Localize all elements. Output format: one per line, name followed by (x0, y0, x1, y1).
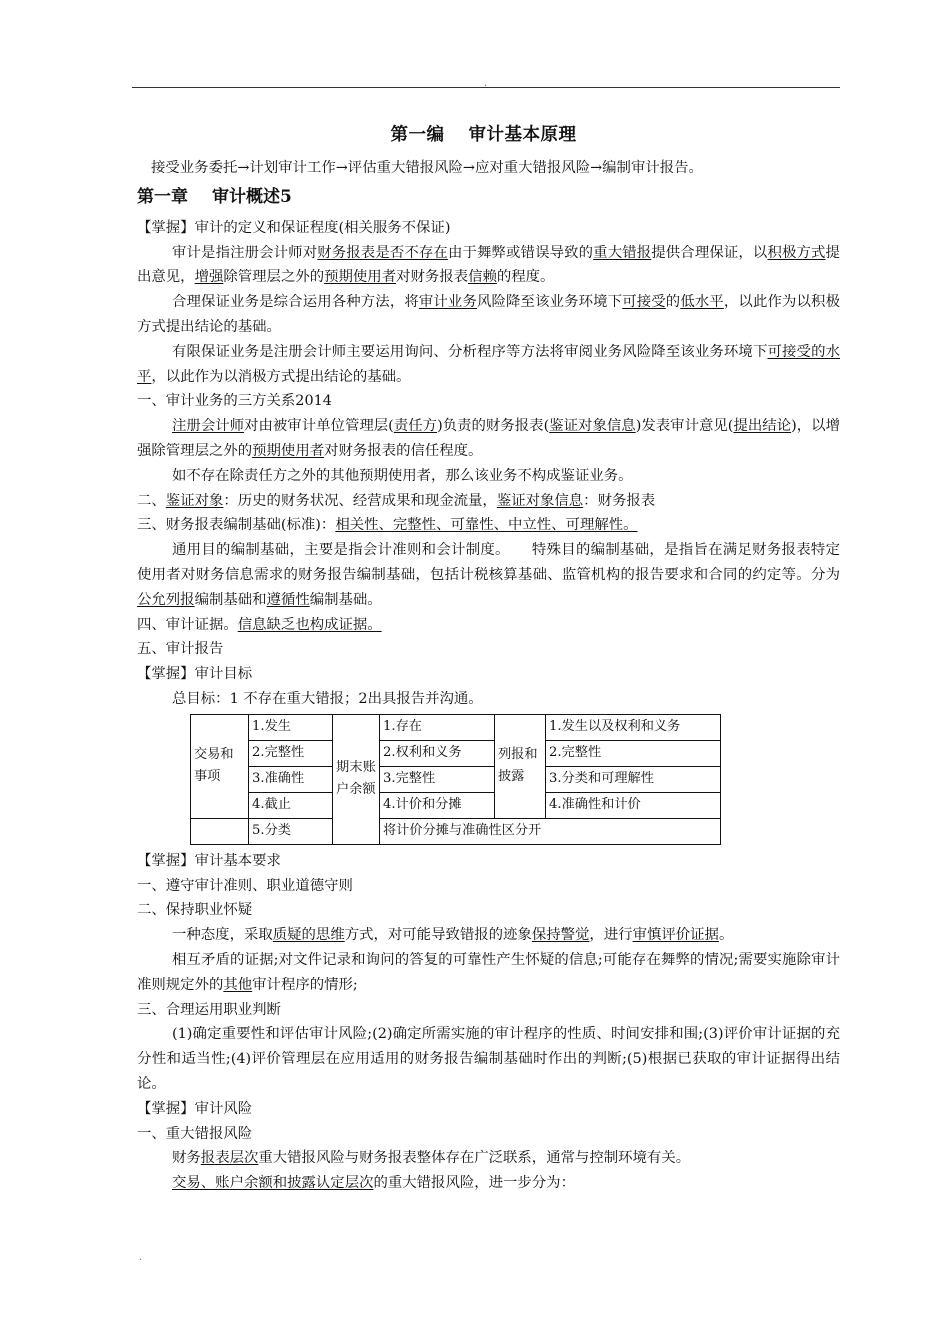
table-cell: 5.分类 (249, 818, 333, 844)
table-cell: 4.截止 (249, 792, 333, 818)
table-cell: 3.完整性 (380, 766, 495, 792)
master-heading-objectives: 【掌握】审计目标 (137, 666, 253, 683)
section-evidence: 四、审计证据。信息缺乏也构成证据。 (137, 616, 382, 633)
skepticism-text: 一种态度，采取质疑的思维方式，对可能导致错报的迹象保持警觉，进行审慎评价证据。 (172, 927, 734, 944)
master-heading-requirements: 【掌握】审计基本要求 (137, 852, 281, 869)
assertion-level-risk: 交易、账户余额和披露认定层次的重大错报风险，进一步分为： (172, 1175, 575, 1192)
no-other-users-note: 如不存在除责任方之外的其他预期使用者，那么该业务不构成鉴证业务。 (172, 467, 633, 484)
chapter-number: 第一章 (137, 186, 188, 207)
table-cell: 2.完整性 (249, 740, 333, 766)
part-title (127, 118, 840, 152)
table-cell: 4.准确性和计价 (546, 792, 721, 818)
judgment-text: (1)确定重要性和评估审计风险;(2)确定所需实施的审计程序的性质、时间安排和围;(3)评价审计证据的充分性和适当性;(4)评价管理层在应用适用的财务报告编制基础时作出的判断;(5)根据已获取的审计证据得出结论。 (137, 1026, 840, 1092)
chapter-name: 审计概述5 (212, 186, 292, 207)
table-cell: 1.发生以及权利和义务 (546, 714, 721, 740)
chapter-title (137, 180, 840, 214)
assertions-table (190, 714, 721, 845)
header-rule (132, 87, 840, 88)
part-name: 审计基本原理 (468, 125, 577, 145)
header-mark: . (484, 78, 488, 89)
table-cell: 4.计价和分摊 (380, 792, 495, 818)
section-material-misstatement: 一、重大错报风险 (137, 1125, 253, 1142)
section-framework: 三、财务报表编制基础(标准)：相关性、完整性、可靠性、中立性、可理解性。 (137, 517, 638, 534)
skepticism-cases: 相互矛盾的证据;对文件记录和询问的答复的可靠性产生怀疑的信息;可能存在舞弊的情况;需要实施除审计准则规定外的其他审计程序的情形; (137, 951, 840, 993)
reasonable-assurance: 合理保证业务是综合运用各种方法，将审计业务风险降至该业务环境下可接受的低水平，以此作为以积极方式提出结论的基础。 (137, 294, 840, 335)
section-subject-matter: 二、鉴证对象：历史的财务状况、经营成果和现金流量，鉴证对象信息：财务报表 (137, 492, 656, 509)
audit-definition: 审计是指注册会计师对财务报表是否不存在由于舞弊或错误导致的重大错报提供合理保证，以积极方式提出意见，增强除管理层之外的预期使用者对财务报表信赖的程度。 (137, 244, 840, 286)
group-transactions: 交易和事项 (191, 714, 249, 818)
section-three-parties: 一、审计业务的三方关系2014 (137, 393, 332, 410)
limited-assurance: 有限保证业务是注册会计师主要运用询问、分析程序等方法将审阅业务风险降至该业务环境下可接受的水平，以此作为以消极方式提出结论的基础。 (137, 343, 840, 385)
table-cell: 2.权利和义务 (380, 740, 495, 766)
footer-mark: . (139, 1252, 143, 1263)
overall-objectives: 总目标：1 不存在重大错报；2出具报告并沟通。 (172, 690, 483, 707)
section-skepticism: 二、保持职业怀疑 (137, 902, 253, 919)
audit-flow: 接受业务委托→计划审计工作→评估重大错报风险→应对重大错报风险→编制审计报告。 (151, 160, 703, 176)
master-heading-risk: 【掌握】审计风险 (137, 1100, 253, 1117)
table-cell: 3.分类和可理解性 (546, 766, 721, 792)
table-cell: 3.准确性 (249, 766, 333, 792)
part-number: 第一编 (390, 125, 445, 145)
document-body (137, 118, 840, 1196)
table-cell-empty (191, 818, 249, 844)
three-parties-text: 注册会计师对由被审计单位管理层(责任方)负责的财务报表(鉴证对象信息)发表审计意见(提出结论)，以增强除管理层之外的预期使用者对财务报表的信任程度。 (137, 418, 840, 459)
section-standards: 一、遵守审计准则、职业道德守则 (137, 877, 353, 894)
table-cell: 2.完整性 (546, 740, 721, 766)
master-heading-definition: 【掌握】审计的定义和保证程度(相关服务不保证) (137, 219, 451, 236)
fs-level-risk: 财务报表层次重大错报风险与财务报表整体存在广泛联系，通常与控制环境有关。 (172, 1150, 691, 1167)
section-report: 五、审计报告 (137, 641, 224, 658)
table-note: 将计价分摊与准确性区分开 (380, 818, 721, 844)
table-cell: 1.存在 (380, 714, 495, 740)
framework-text: 通用目的编制基础，主要是指会计准则和会计制度。 特殊目的编制基础，是指旨在满足财务报表特定使用者对财务信息需求的财务报告编制基础，包括计税核算基础、监管机构的报告要求和合同的约定等。分为公允列报编制基础和遵循性编制基础。 (137, 542, 840, 608)
group-balances: 期末账户余额 (333, 714, 380, 844)
table-cell: 1.发生 (249, 714, 333, 740)
section-judgment: 三、合理运用职业判断 (137, 1001, 281, 1018)
group-presentation: 列报和披露 (495, 714, 546, 818)
